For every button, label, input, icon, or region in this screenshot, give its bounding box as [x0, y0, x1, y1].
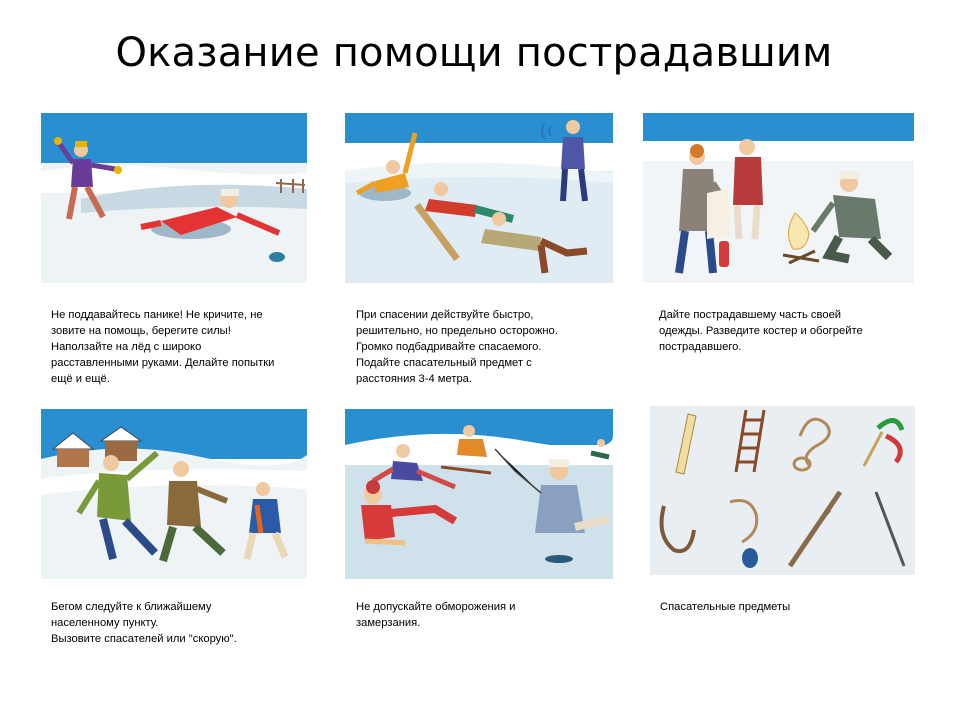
illustration-warming-fire	[643, 113, 914, 283]
illustration-crawl-on-ice	[41, 113, 307, 283]
caption-warming-fire: Дайте пострадавшему часть своей одежды. Разведите костер и обогрейте пострадавшего.	[659, 309, 863, 353]
caption-rescue-objects: Спасательные предметы	[660, 601, 791, 613]
illustration-rescue-chain	[345, 113, 613, 283]
caption-crawl-on-ice: Не поддавайтесь панике! Не кричите, не зовите на помощь, берегите силы! Наползайте на лёд с широко расставленными руками. Делайте попытки ещё и ещё.	[51, 309, 275, 385]
illustration-run-to-village	[41, 409, 307, 579]
illustration-rescue-objects	[650, 406, 915, 575]
slide-title: Оказание помощи пострадавшим	[115, 30, 833, 76]
caption-run-to-village: Бегом следуйте к ближайшему населенному пункту. Вызовите спасателей или "скорую".	[51, 601, 237, 645]
caption-avoid-frostbite: Не допускайте обморожения и замерзания.	[356, 601, 516, 629]
illustration-avoid-frostbite	[345, 409, 613, 579]
caption-rescue-chain: При спасении действуйте быстро, решительно, но предельно осторожно. Громко подбадривайте спасаемого. Подайте спасательный предмет с расстояния 3-4 метра.	[356, 309, 558, 385]
